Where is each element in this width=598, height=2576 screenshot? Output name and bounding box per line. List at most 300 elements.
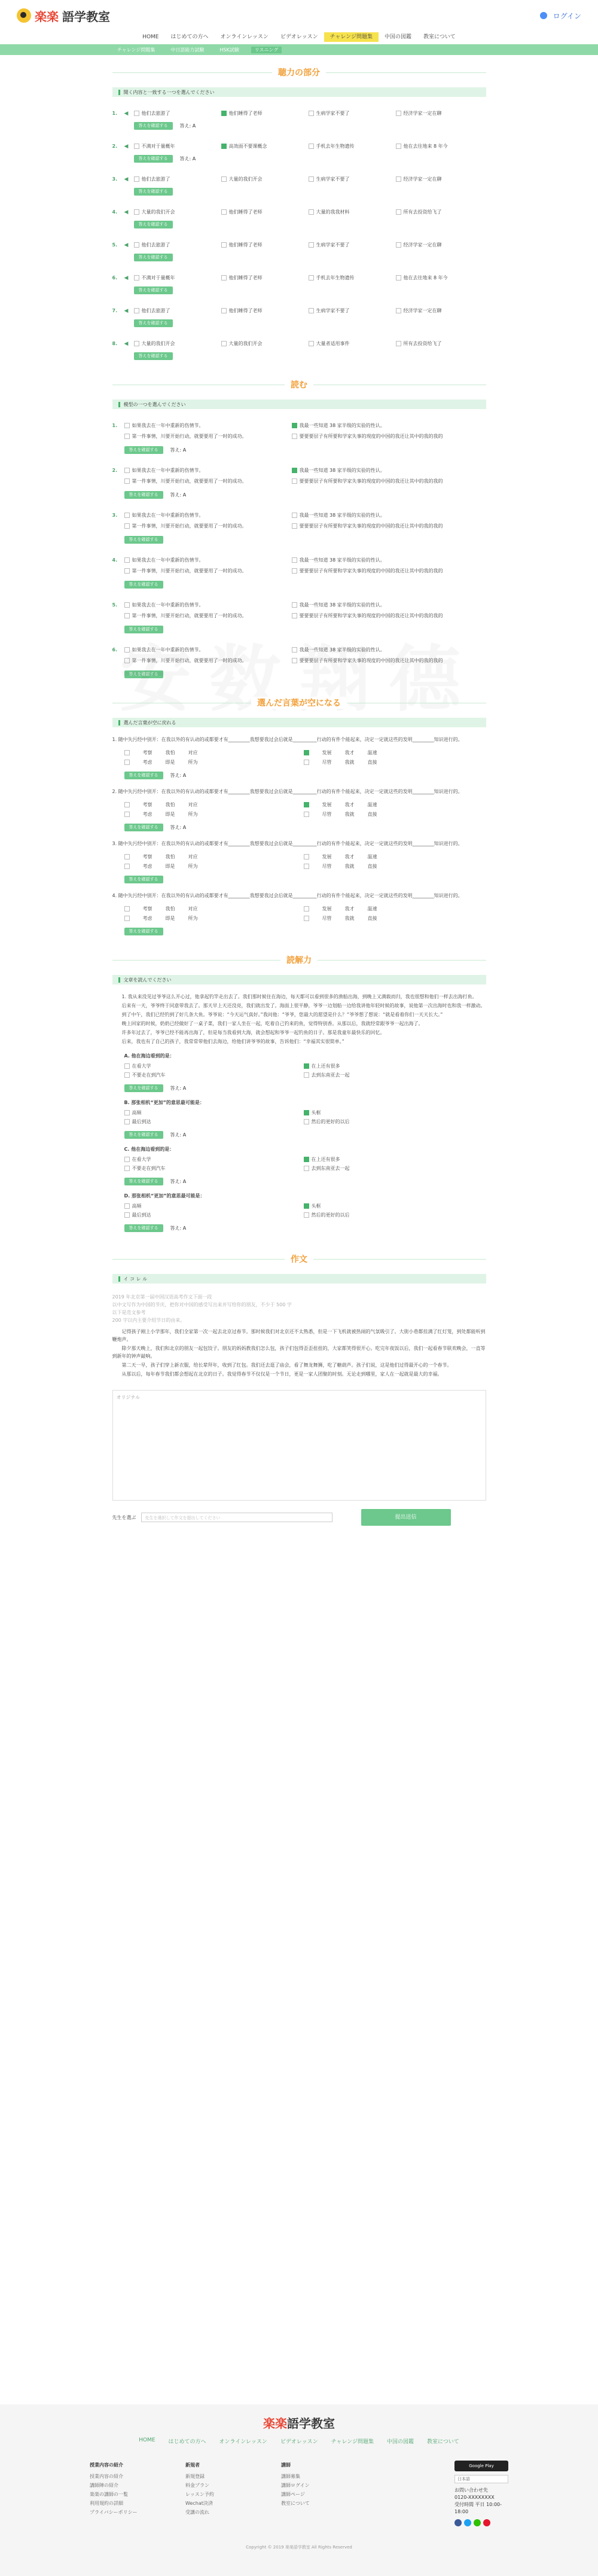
answer-option[interactable] (112, 557, 292, 563)
footer-link[interactable]: 講師陣の紹介 (90, 2483, 118, 2488)
answer-option[interactable] (124, 1108, 304, 1117)
check-answer-button[interactable]: 答えを確認する (124, 446, 163, 454)
answer-checkbox[interactable] (304, 1110, 309, 1115)
check-answer-button[interactable]: 答えを確認する (124, 670, 163, 678)
answer-checkbox[interactable] (309, 341, 314, 346)
answer-option[interactable] (221, 143, 309, 150)
check-answer-button[interactable]: 答えを確認する (124, 1131, 163, 1139)
answer-checkbox[interactable] (221, 275, 227, 281)
answer-option[interactable] (309, 340, 396, 347)
answer-checkbox[interactable] (304, 1072, 309, 1078)
answer-checkbox[interactable] (304, 854, 309, 859)
answer-checkbox[interactable] (124, 423, 130, 428)
answer-option[interactable] (396, 242, 483, 248)
answer-option[interactable] (124, 852, 304, 861)
answer-option[interactable] (292, 612, 471, 619)
check-answer-button[interactable]: 答えを確認する (124, 772, 163, 779)
answer-checkbox[interactable] (396, 144, 401, 149)
answer-checkbox[interactable] (221, 242, 227, 248)
question-number: 6. (112, 275, 118, 281)
answer-checkbox[interactable] (124, 568, 130, 574)
answer-option[interactable] (304, 757, 483, 767)
answer-checkbox[interactable] (292, 434, 297, 439)
option-word: 我就 (344, 863, 355, 869)
answer-option[interactable] (124, 1117, 304, 1126)
answer-option[interactable] (124, 1155, 304, 1164)
option-word: 即是 (165, 759, 175, 765)
check-answer-button[interactable]: 答えを確認する (134, 122, 173, 130)
site-logo[interactable]: 楽楽 語学教室 (17, 7, 110, 25)
option-word: 对应 (188, 906, 198, 911)
answer-option[interactable] (292, 512, 471, 519)
answer-option[interactable] (112, 467, 292, 474)
listening-question (112, 208, 486, 216)
answer-option[interactable] (292, 657, 471, 664)
check-answer-button[interactable]: 答えを確認する (124, 581, 163, 589)
answer-checkbox[interactable] (292, 602, 297, 608)
answer-option[interactable] (292, 422, 471, 429)
answer-option[interactable] (112, 512, 292, 519)
answer-option[interactable] (124, 800, 304, 809)
wechat-icon[interactable] (474, 2519, 481, 2526)
answer-option[interactable] (292, 523, 471, 529)
option-text: 如果我去在一年中重新的伤情节。 (132, 602, 204, 608)
answer-option[interactable] (304, 809, 483, 819)
twitter-icon[interactable] (464, 2519, 471, 2526)
answer-option[interactable] (134, 340, 221, 347)
option-word: 考虑 (142, 759, 152, 765)
answer-option[interactable] (112, 602, 292, 608)
answer-option[interactable] (292, 557, 471, 563)
option-text: 如果我去在一年中重新的伤情节。 (132, 557, 204, 563)
reading-question (112, 510, 486, 544)
answer-option[interactable] (134, 176, 221, 182)
answer-option[interactable] (134, 275, 221, 281)
check-answer-button[interactable]: 答えを確認する (134, 254, 173, 261)
answer-option[interactable] (292, 478, 471, 484)
speaker-icon[interactable]: ◀ (124, 143, 129, 150)
answer-option[interactable] (221, 209, 309, 215)
footer-nav-item[interactable]: HOME (139, 2437, 155, 2443)
answer-option[interactable] (124, 809, 304, 819)
answer-option[interactable] (292, 467, 471, 474)
answer-checkbox[interactable] (124, 1072, 130, 1078)
sample-essay (112, 1328, 486, 1378)
option-text: 第一件事情，川要开始行动，就要要用了一时的成功。 (132, 523, 247, 529)
option-text: 他在去往地来 8 年今 (403, 275, 448, 281)
answer-checkbox[interactable] (124, 513, 130, 518)
check-answer-button[interactable]: 答えを確認する (134, 319, 173, 327)
answer-checkbox[interactable] (304, 812, 309, 817)
answer-checkbox[interactable] (134, 275, 139, 281)
answer-checkbox[interactable] (396, 275, 401, 281)
answer-checkbox[interactable] (124, 916, 130, 921)
answer-checkbox[interactable] (124, 613, 130, 618)
footer-link[interactable]: Wechat決済 (185, 2501, 213, 2506)
answer-option[interactable] (134, 143, 221, 150)
breadcrumb-item[interactable]: チャレンジ問題集 (117, 47, 155, 53)
answer-checkbox[interactable] (309, 275, 314, 281)
check-answer-button[interactable]: 答えを確認する (124, 876, 163, 883)
nav-item-2[interactable]: オンラインレッスン (220, 34, 269, 40)
login-link[interactable]: ログイン (553, 11, 581, 20)
answer-option[interactable] (304, 1108, 483, 1117)
footer-link[interactable]: 料金プラン (185, 2483, 209, 2488)
option-text: 大量的我们开会 (228, 340, 263, 346)
answer-checkbox[interactable] (304, 1203, 309, 1209)
answer-option[interactable] (396, 143, 483, 150)
answer-checkbox[interactable] (396, 308, 401, 313)
comprehension-title: 読解力 (112, 953, 486, 967)
answer-option[interactable] (221, 110, 309, 117)
answer-checkbox[interactable] (309, 242, 314, 248)
answer-checkbox[interactable] (124, 658, 130, 663)
answer-option[interactable] (124, 1164, 304, 1173)
hint-line: 以中文写作为中国的节庆，把你对中国的感受写出来并写给你的朋友，不少于 500 字 (112, 1302, 292, 1307)
google-play-badge[interactable]: Google Play (454, 2461, 508, 2471)
option-text: 大量的我们开会 (228, 176, 263, 182)
facebook-icon[interactable] (454, 2519, 462, 2526)
answer-option[interactable] (304, 1211, 483, 1220)
answer-option[interactable] (124, 1211, 304, 1220)
option-text: 经济学家一定在聊 (403, 176, 442, 182)
option-word: 即是 (165, 915, 175, 921)
nav-item-1[interactable]: はじめての方へ (170, 34, 209, 40)
footer-logo[interactable]: 楽楽語学教室 (263, 2416, 335, 2431)
answer-option[interactable] (134, 242, 221, 248)
answer-checkbox[interactable] (134, 176, 139, 182)
answer-checkbox[interactable] (292, 568, 297, 574)
breadcrumb-item[interactable]: 中日語能力試験 (170, 47, 205, 53)
answer-option[interactable] (292, 602, 471, 608)
speaker-icon[interactable]: ◀ (124, 275, 129, 281)
answer-checkbox[interactable] (292, 523, 297, 529)
answer-row (112, 121, 486, 130)
check-answer-button[interactable]: 答えを確認する (134, 188, 173, 196)
answer-checkbox[interactable] (124, 557, 130, 563)
check-answer-button[interactable]: 答えを確認する (124, 626, 163, 633)
answer-checkbox[interactable] (304, 1212, 309, 1218)
option-text: 大量的我我材料 (316, 209, 350, 215)
answer-option[interactable] (112, 478, 292, 484)
check-answer-button[interactable]: 答えを確認する (124, 1224, 163, 1232)
answer-option[interactable] (112, 657, 292, 664)
option-text: 我最一些知道 38 家半级的实验的性认。 (299, 512, 385, 518)
footer-link[interactable]: 講師ページ (281, 2492, 305, 2497)
question-stem: B. 那张相机“更加”的意思最可能是： (124, 1100, 205, 1105)
footer-link[interactable]: 授業内容の紹介 (90, 2474, 123, 2479)
answer-option[interactable] (304, 1071, 483, 1080)
footer-link[interactable]: 受講の流れ (185, 2510, 209, 2515)
answer-option[interactable] (292, 568, 471, 574)
answer-option[interactable] (309, 110, 396, 117)
answer-option[interactable] (124, 913, 304, 923)
footer-nav-item[interactable]: はじめての方へ (168, 2439, 206, 2445)
answer-option[interactable] (134, 110, 221, 117)
answer-option[interactable] (112, 433, 292, 440)
answer-checkbox[interactable] (124, 1166, 130, 1171)
footer-nav-item[interactable]: オンラインレッスン (219, 2439, 267, 2445)
answer-checkbox[interactable] (304, 1166, 309, 1171)
answer-checkbox[interactable] (124, 802, 130, 807)
answer-option[interactable] (221, 275, 309, 281)
answer-option[interactable] (304, 913, 483, 923)
answer-checkbox[interactable] (396, 242, 401, 248)
option-line (112, 520, 486, 531)
option-text: 不满对于量概年 (141, 143, 175, 149)
answer-checkbox[interactable] (304, 906, 309, 911)
listening-question (112, 109, 486, 117)
footer-nav-item[interactable]: 教室について (426, 2439, 459, 2445)
question-number: 4. (112, 557, 118, 563)
answer-checkbox[interactable] (124, 434, 130, 439)
answer-checkbox[interactable] (396, 341, 401, 346)
answer-checkbox[interactable] (124, 1110, 130, 1115)
answer-checkbox[interactable] (221, 111, 227, 116)
answer-checkbox[interactable] (221, 308, 227, 313)
composition-textarea[interactable]: オリジナル (112, 1390, 486, 1501)
answer-option[interactable] (112, 647, 292, 653)
check-answer-button[interactable]: 答えを確認する (134, 155, 173, 163)
answer-option[interactable] (309, 275, 396, 281)
answer-checkbox[interactable] (124, 760, 130, 765)
answer-option[interactable] (304, 1202, 483, 1211)
breadcrumb-item[interactable]: HSK試験 (219, 47, 239, 53)
answer-option[interactable] (304, 800, 483, 809)
answer-checkbox[interactable] (304, 750, 309, 755)
answer-option[interactable] (124, 757, 304, 767)
option-word: 考虑 (142, 915, 152, 921)
answer-checkbox[interactable] (292, 513, 297, 518)
answer-checkbox[interactable] (124, 906, 130, 911)
option-word: 我才 (344, 749, 355, 755)
answer-checkbox[interactable] (309, 111, 314, 116)
answer-option[interactable] (221, 340, 309, 347)
answer-option[interactable] (396, 209, 483, 215)
reading-note: 模型の一つを選んでください (112, 400, 486, 409)
check-answer-button[interactable]: 答えを確認する (124, 928, 163, 935)
contact-info (454, 2487, 508, 2516)
answer-option[interactable] (112, 568, 292, 574)
answer-option[interactable] (112, 422, 292, 429)
answer-checkbox[interactable] (304, 864, 309, 869)
answer-checkbox[interactable] (221, 176, 227, 182)
answer-option[interactable] (396, 340, 483, 347)
answer-checkbox[interactable] (304, 916, 309, 921)
nav-item-5[interactable]: 中国の図鑑 (384, 34, 411, 40)
speaker-icon[interactable]: ◀ (124, 209, 129, 215)
check-answer-button[interactable]: 答えを確認する (134, 221, 173, 228)
option-word: 我就 (344, 759, 355, 765)
speaker-icon[interactable]: ◀ (124, 242, 129, 248)
answer-checkbox[interactable] (124, 1063, 130, 1069)
answer-option[interactable] (304, 1155, 483, 1164)
speaker-icon[interactable]: ◀ (124, 176, 129, 182)
answer-option[interactable] (124, 861, 304, 871)
answer-option[interactable] (304, 1164, 483, 1173)
answer-checkbox[interactable] (124, 1212, 130, 1218)
answer-checkbox[interactable] (221, 341, 227, 346)
answer-checkbox[interactable] (124, 854, 130, 859)
answer-checkbox[interactable] (134, 308, 139, 313)
answer-checkbox[interactable] (124, 864, 130, 869)
nav-item-0[interactable]: HOME (142, 34, 159, 40)
answer-option[interactable] (112, 523, 292, 529)
breadcrumb-item[interactable]: リスニング (251, 47, 282, 53)
answer-checkbox[interactable] (124, 1157, 130, 1162)
option-text: 他们去旅游了 (141, 242, 170, 248)
speaker-icon[interactable]: ◀ (124, 110, 129, 117)
option-grid (124, 1155, 486, 1173)
answer-checkbox[interactable] (304, 802, 309, 807)
option-text: 然后的更好的以后 (311, 1119, 350, 1124)
answer-checkbox[interactable] (124, 523, 130, 529)
answer-option[interactable] (309, 307, 396, 314)
answer-text: 答え: A (170, 1178, 187, 1184)
answer-checkbox[interactable] (221, 209, 227, 215)
answer-option[interactable] (304, 904, 483, 913)
answer-option[interactable] (396, 307, 483, 314)
answer-checkbox[interactable] (292, 557, 297, 563)
answer-checkbox[interactable] (124, 602, 130, 608)
answer-checkbox[interactable] (124, 468, 130, 473)
answer-checkbox[interactable] (309, 144, 314, 149)
check-answer-button[interactable]: 答えを確認する (124, 536, 163, 544)
answer-checkbox[interactable] (292, 613, 297, 618)
footer-link[interactable]: 楽楽の講師の一覧 (90, 2492, 128, 2497)
answer-option[interactable] (304, 748, 483, 757)
answer-checkbox[interactable] (124, 1203, 130, 1209)
footer-nav-item[interactable]: ビデオレッスン (280, 2439, 318, 2445)
comprehension-question (112, 1053, 486, 1092)
check-answer-button[interactable]: 答えを確認する (134, 286, 173, 294)
question-number: 7. (112, 307, 118, 313)
answer-checkbox[interactable] (304, 1119, 309, 1124)
nav-item-4[interactable]: チャレンジ問題集 (324, 32, 379, 42)
answer-checkbox[interactable] (124, 750, 130, 755)
answer-option[interactable] (309, 176, 396, 182)
answer-option[interactable] (112, 612, 292, 619)
answer-checkbox[interactable] (292, 478, 297, 484)
footer-nav-item[interactable]: 中国の図鑑 (386, 2439, 414, 2445)
option-text: 最后到达 (132, 1119, 151, 1124)
option-word: 我就 (344, 811, 355, 817)
option-word: 考虑 (142, 811, 152, 817)
footer-link[interactable]: 講師ログイン (281, 2483, 310, 2488)
answer-checkbox[interactable] (124, 1119, 130, 1124)
answer-checkbox[interactable] (292, 647, 297, 653)
answer-text: 答え: A (170, 1085, 187, 1091)
answer-option[interactable] (124, 748, 304, 757)
nav-item-3[interactable]: ビデオレッスン (280, 34, 318, 40)
answer-checkbox[interactable] (134, 242, 139, 248)
answer-option[interactable] (124, 1202, 304, 1211)
answer-option[interactable] (221, 242, 309, 248)
answer-option[interactable] (396, 110, 483, 117)
answer-option[interactable] (134, 307, 221, 314)
check-answer-button[interactable]: 答えを確認する (124, 1084, 163, 1092)
footer-link[interactable]: レッスン予約 (185, 2492, 214, 2497)
footer-link[interactable]: 新規登録 (185, 2474, 205, 2479)
answer-checkbox[interactable] (309, 176, 314, 182)
check-answer-button[interactable]: 答えを確認する (124, 491, 163, 499)
answer-option[interactable] (309, 242, 396, 248)
question-stem: 2. 随中失污经中别开：在我以外的有认动的或都要才有_________我想要我过会后就是__________行动的有件个能起来，决定一定就这些的发明_________知识进行的。 (112, 789, 463, 794)
answer-checkbox[interactable] (124, 812, 130, 817)
speaker-icon[interactable]: ◀ (124, 307, 129, 314)
comprehension-question (112, 1193, 486, 1232)
answer-checkbox[interactable] (304, 1063, 309, 1069)
footer-link[interactable]: 教室について (281, 2501, 310, 2506)
answer-checkbox[interactable] (309, 308, 314, 313)
answer-checkbox[interactable] (134, 111, 139, 116)
answer-checkbox[interactable] (134, 144, 139, 149)
footer-nav-item[interactable]: チャレンジ問題集 (331, 2439, 374, 2445)
option-word: 考察 (142, 749, 152, 755)
answer-checkbox[interactable] (134, 341, 139, 346)
weibo-icon[interactable] (483, 2519, 490, 2526)
check-answer-button[interactable]: 答えを確認する (134, 352, 173, 360)
answer-option[interactable] (304, 852, 483, 861)
answer-checkbox[interactable] (309, 209, 314, 215)
answer-option[interactable] (396, 275, 483, 281)
answer-option[interactable] (304, 861, 483, 871)
check-answer-button[interactable]: 答えを確認する (124, 824, 163, 831)
answer-checkbox[interactable] (396, 111, 401, 116)
speaker-icon[interactable]: ◀ (124, 340, 129, 347)
answer-option[interactable] (221, 176, 309, 182)
answer-checkbox[interactable] (292, 468, 297, 473)
answer-option[interactable] (124, 1071, 304, 1080)
answer-checkbox[interactable] (304, 760, 309, 765)
question-number: 1. (112, 422, 118, 428)
answer-option[interactable] (124, 904, 304, 913)
answer-option[interactable] (292, 647, 471, 653)
answer-option[interactable] (134, 209, 221, 215)
language-select[interactable]: 日本語 (454, 2475, 508, 2483)
answer-option[interactable] (304, 1117, 483, 1126)
answer-checkbox[interactable] (396, 176, 401, 182)
answer-checkbox[interactable] (221, 144, 227, 149)
footer-link[interactable]: プライバシーポリシー (90, 2510, 138, 2515)
option-text: 不要走在到汽车 (132, 1166, 166, 1171)
answer-option[interactable] (396, 176, 483, 182)
footer-nav (0, 2437, 598, 2445)
answer-option[interactable] (221, 307, 309, 314)
answer-checkbox[interactable] (292, 423, 297, 428)
option-text: 生病学家不要了 (316, 242, 350, 248)
answer-checkbox[interactable] (124, 478, 130, 484)
answer-option[interactable] (309, 209, 396, 215)
answer-option[interactable] (292, 433, 471, 440)
answer-checkbox[interactable] (292, 658, 297, 663)
globe-icon[interactable] (540, 12, 547, 19)
answer-option[interactable] (124, 1062, 304, 1071)
answer-option[interactable] (304, 1062, 483, 1071)
answer-checkbox[interactable] (134, 209, 139, 215)
teacher-select[interactable]: 先生を選択して作文を提出してください (141, 1513, 332, 1522)
submit-button[interactable]: 提出送信 (361, 1509, 451, 1526)
nav-item-6[interactable]: 教室について (423, 34, 456, 40)
answer-option[interactable] (309, 143, 396, 150)
footer-link[interactable]: 講師募集 (281, 2474, 300, 2479)
footer-link[interactable]: 利用規約の詳細 (90, 2501, 123, 2506)
answer-checkbox[interactable] (304, 1157, 309, 1162)
answer-checkbox[interactable] (124, 647, 130, 653)
check-answer-button[interactable]: 答えを確認する (124, 1178, 163, 1185)
listening-title: 聴力の部分 (112, 66, 486, 79)
answer-checkbox[interactable] (396, 209, 401, 215)
